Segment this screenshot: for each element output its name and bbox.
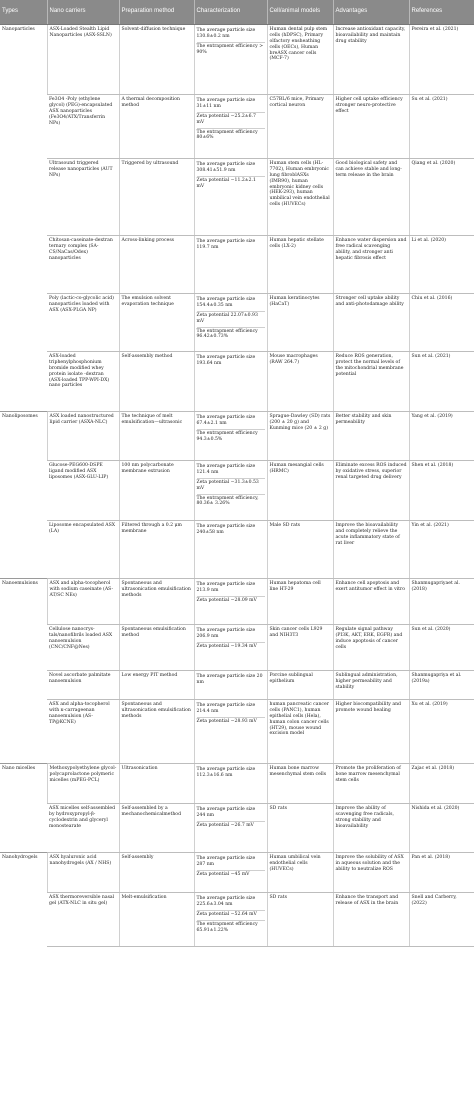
characterization-item: The entrapment efficiency 96.42±0.73%: [196, 328, 258, 340]
characterization-item: The entrapment efficiency, 80.36± 3.26%: [196, 495, 259, 507]
advantages-cell: Better stability and skin permeability: [333, 412, 409, 461]
characterization-item: The average particle size 193.64 nm: [196, 355, 256, 366]
header-preparation-method: Preparation method: [119, 0, 194, 25]
characterization-cell: [194, 25, 267, 95]
reference-cell: Yin et al. (2021): [409, 521, 474, 579]
characterization-item: Zeta potential −28.93 mV: [196, 718, 257, 724]
preparation-method-cell: The technique of melt emulsification—ultrasonic: [119, 412, 194, 461]
characterization-item: The average particle size 119.7 nm: [196, 239, 256, 250]
advantages-cell: Reduce ROS generation, protect the normal levels of the mitochondrial membrane potential: [333, 352, 409, 412]
cell-animal-model-cell: SD rats: [267, 804, 333, 853]
preparation-method-cell: The emulsion solvent evaporation technique: [119, 294, 194, 352]
nano-carrier-cell: ASX-loaded triphenylphosphonium bromide modified whey protein isolate -dextran (ASX-loaded TPP-WPI-DX) nano particles: [47, 352, 119, 412]
characterization-cell: [194, 521, 267, 579]
reference-cell: Pan et al. (2018): [409, 853, 474, 893]
characterization-item: Zeta potential −45 mV: [196, 871, 250, 877]
nano-carrier-cell: Cellulose nanocrys-tals/nanofibrils loaded ASX nanoemulsion (CNC/CNF@Nes): [47, 625, 119, 671]
reference-cell: Chiu et al. (2016): [409, 294, 474, 352]
nano-carrier-cell: ASX thermoreversible nasal gel (ATX-NLC in situ gel): [47, 893, 119, 947]
characterization-item: The average particle size 31±11 nm: [197, 97, 265, 113]
cell-animal-model-cell: Human bone marrow mesenchymal stem cells: [267, 764, 333, 804]
characterization-item: The average particle size 240±58 nm: [196, 524, 256, 535]
nano-carrier-cell: Glucose-PEG600-DSPE ligand modified ASX liposomes (ASX-GLU-LIP): [47, 461, 119, 521]
preparation-method-cell: Spontaneous and ultrasonication emulsification methods: [119, 579, 194, 625]
characterization-item: The average particle size 206.9 nm: [197, 627, 265, 643]
nano-carrier-cell: ASX hyaluronic acid nanohydrogels (AX / NHS): [47, 853, 119, 893]
preparation-method-cell: Self-assembly: [119, 853, 194, 893]
nano-carrier-cell: Poly (lactic-co-glycolic acid) nanoparticles loaded with ASX (ASX-PLGA NP): [47, 294, 119, 352]
table-row: [0, 579, 474, 625]
characterization-item: The average particle size 244 nm: [197, 806, 265, 822]
preparation-method-cell: Ultrasonication: [119, 764, 194, 804]
reference-cell: Zajac et al. (2018): [409, 764, 474, 804]
nano-carrier-cell: ASX and alpha-tocopherol with sodium caseinate (AS-AT/SC NEs): [47, 579, 119, 625]
header-characterization: Characterization: [194, 0, 267, 25]
characterization-item: Zeta potential −19.34 mV: [196, 643, 257, 649]
table-row: [0, 236, 474, 294]
characterization-item: The average particle size 67.4±2.1 nm: [197, 414, 265, 430]
advantages-cell: Higher cell uptake efficiency stronger neuro-protective effect: [333, 95, 409, 159]
characterization-item: The average particle size 287 nm: [197, 855, 265, 871]
table-row: [0, 700, 474, 764]
characterization-cell: [194, 625, 267, 671]
reference-cell: Su et al. (2021): [409, 95, 474, 159]
characterization-item: Zeta potential −26.7 mV: [196, 822, 254, 828]
advantages-cell: Improve the solubility of ASX in aqueous solution and the ability to neutralize ROS: [333, 853, 409, 893]
nano-carrier-cell: Novel ascorbate palmitate nanoemulsion: [47, 671, 119, 700]
characterization-cell: [194, 764, 267, 804]
advantages-cell: Sublingual administration, higher permeability and stability: [333, 671, 409, 700]
advantages-cell: Improve the bioavailability and completely relieve the acute inflammatory state of rat liver: [333, 521, 409, 579]
characterization-cell: [194, 804, 267, 853]
reference-cell: Shanmugapriyaet al. (2018): [409, 579, 474, 625]
characterization-item: Zeta potential −52.64 mV: [197, 911, 265, 921]
characterization-cell: [194, 412, 267, 461]
characterization-cell: [194, 671, 267, 700]
reference-cell: Sun et al. (2021): [409, 352, 474, 412]
preparation-method-cell: Across-linking process: [119, 236, 194, 294]
header-advantages: Advantages: [333, 0, 409, 25]
table-row: [0, 461, 474, 521]
table-row: [0, 95, 474, 159]
preparation-method-cell: 100 nm polycarbonate membrane extrusion: [119, 461, 194, 521]
advantages-cell: Promote the proliferation of bone marrow mesenchymal stem cells: [333, 764, 409, 804]
preparation-method-cell: Triggered by ultrasound: [119, 159, 194, 236]
preparation-method-cell: Self-assembly method: [119, 352, 194, 412]
characterization-item: The average particle size 154.4±0.35 nm: [197, 296, 265, 312]
cell-animal-model-cell: Human dental pulp stem cells (hDPSC), Primary olfactory ensheathing cells (OECs), Human breASX cancer cells (MCF-7): [267, 25, 333, 95]
table-row: [0, 671, 474, 700]
nano-carrier-cell: ASX micelles self-assembled by hydroxypropyl-β-cyclodextrin and glyceryl monostearate: [47, 804, 119, 853]
preparation-method-cell: Low energy PIT method: [119, 671, 194, 700]
characterization-cell: [194, 352, 267, 412]
characterization-item: The average particle size 213.9 nm: [197, 581, 265, 597]
type-cell: Nanoliposomes: [0, 412, 47, 579]
advantages-cell: Increase antioxidant capacity, bioavailability and maintain drug stability: [333, 25, 409, 95]
characterization-item: The entrapment efficiency 65.91±1.22%: [196, 921, 258, 933]
table-row: [0, 352, 474, 412]
advantages-cell: Eliminate excess ROS induced by oxidative stress, superior renal targeted drug delivery: [333, 461, 409, 521]
preparation-method-cell: Solvent-diffusion technique: [119, 25, 194, 95]
characterization-item: Zeta potential −25.2±6.7 mV: [197, 113, 265, 129]
table-row: [0, 294, 474, 352]
characterization-item: Zeta potential −28.09 mV: [196, 597, 257, 603]
cell-animal-model-cell: Human hepatoma cell line HT-29: [267, 579, 333, 625]
type-cell: Nano micelles: [0, 764, 47, 853]
reference-cell: Shanmugapriya et al. (2019a): [409, 671, 474, 700]
characterization-cell: [194, 579, 267, 625]
advantages-cell: Good biological safety and can achieve stable and long-term release in the brain: [333, 159, 409, 236]
characterization-cell: [194, 461, 267, 521]
preparation-method-cell: A thermal decomposition method: [119, 95, 194, 159]
nano-carrier-cell: ASX-Loaded Stealth Lipid Nanoparticles (ASX-SSLN): [47, 25, 119, 95]
header-types: Types: [0, 0, 47, 25]
reference-cell: Yang et al. (2019): [409, 412, 474, 461]
cell-animal-model-cell: SD rats: [267, 893, 333, 947]
characterization-item: Zeta potential −31.3±0.53 mV: [197, 479, 265, 495]
characterization-cell: [194, 236, 267, 294]
characterization-item: The average particle size 308.41±51.9 nm: [197, 161, 265, 177]
advantages-cell: Enhance the transport and release of ASX in the brain: [333, 893, 409, 947]
reference-cell: Snell and Carberry, (2022): [409, 893, 474, 947]
header-references: References: [409, 0, 474, 25]
characterization-item: The average particle size 130.8±0.2 nm: [197, 27, 265, 43]
characterization-item: The average particle size 20 nm: [196, 674, 263, 685]
table-row: [0, 625, 474, 671]
table-row: [0, 804, 474, 853]
nano-carrier-cell: Chitosan-caseinate-dextran ternary complex (SA-CS/NaCas/Odex) nanoparticles: [47, 236, 119, 294]
nano-carrier-cell: ASX loaded nanostructured lipid carrier (ASXA-NLC): [47, 412, 119, 461]
characterization-item: Zeta potential 22.07±0.93 mV: [197, 312, 265, 328]
cell-animal-model-cell: C57BL/6 mice, Primary cortical neuron: [267, 95, 333, 159]
reference-cell: Qiang et al. (2020): [409, 159, 474, 236]
type-cell: Nanoemulsions: [0, 579, 47, 764]
reference-cell: Shen et al. (2018): [409, 461, 474, 521]
table-row: [0, 853, 474, 893]
characterization-item: The average particle size 112.3±16.6 nm: [196, 767, 256, 778]
nano-carrier-cell: Ultrasound triggered release nanoparticles (AUT NPs): [47, 159, 119, 236]
characterization-cell: [194, 853, 267, 893]
characterization-item: The entrapment efficiency > 90%: [196, 43, 264, 55]
advantages-cell: Higher biocompatibility and promote wound healing: [333, 700, 409, 764]
reference-cell: Xu et al. (2019): [409, 700, 474, 764]
preparation-method-cell: Melt-emulsification: [119, 893, 194, 947]
table-row: [0, 764, 474, 804]
cell-animal-model-cell: Human keratinocytes (HaCaT): [267, 294, 333, 352]
cell-animal-model-cell: Human stem cells (HL-7702), Human embryonic lung fibroblASXs (IMR90), human embryonic kidney cells (HEK-293), human umbilical vein endothelial cells (HUVECs): [267, 159, 333, 236]
cell-animal-model-cell: Male SD rats: [267, 521, 333, 579]
characterization-item: The entrapment efficiency 80±6%: [196, 129, 258, 141]
nano-carrier-cell: Methoxypolyethylene glycol-polycaprolactone polymeric micelles (mPEG-PCL): [47, 764, 119, 804]
reference-cell: Nishida et al. (2020): [409, 804, 474, 853]
header-cell-animal-models: Cell/animal models: [267, 0, 333, 25]
cell-animal-model-cell: Skin cancer cells L929 and NIH3T3: [267, 625, 333, 671]
preparation-method-cell: Self-assembled by a mechanochemicalmethod: [119, 804, 194, 853]
characterization-cell: [194, 700, 267, 764]
characterization-cell: [194, 294, 267, 352]
characterization-item: Zeta potential −11.2±2.1 mV: [196, 177, 256, 189]
nano-carrier-cell: ASX and alpha-tocopherol with κ-carrageenan nanoemulsion (AS-TP@KCNE): [47, 700, 119, 764]
nano-carrier-cell: Fe3O4 -Poly (ethylene glycol) (PEG)-encapsulated ASX nanoparticles (Fe3O4/ATX/Transferrin NPs): [47, 95, 119, 159]
cell-animal-model-cell: Sprague-Dawley (SD) rats (200 ± 20 g) and Kunming mice (20 ± 2 g): [267, 412, 333, 461]
characterization-cell: [194, 159, 267, 236]
header-row: [0, 0, 474, 25]
cell-animal-model-cell: Human mesangial cells (HRMC): [267, 461, 333, 521]
table-row: [0, 412, 474, 461]
table-row: [0, 521, 474, 579]
cell-animal-model-cell: Porcine sublingual epithelium: [267, 671, 333, 700]
reference-cell: Li et al. (2020): [409, 236, 474, 294]
cell-animal-model-cell: Human umbilical vein endothelial cells (HUVECs): [267, 853, 333, 893]
table-row: [0, 159, 474, 236]
nano-carrier-cell: Liposome encapsulated ASX (LA): [47, 521, 119, 579]
table-row: [0, 25, 474, 95]
type-cell: Nanoparticles: [0, 25, 47, 412]
reference-cell: Sun et al. (2020): [409, 625, 474, 671]
reference-cell: Pereira et al. (2021): [409, 25, 474, 95]
characterization-item: The entrapment efficiency 94.3±0.5%: [196, 430, 258, 442]
advantages-cell: Regulate signal pathway (PI3K, AKT, ERK, EGFR) and induce apoptosis of cancer cells: [333, 625, 409, 671]
advantages-cell: Enhance water dispersion and free radical scavenging ability, and stronger anti hepatic fibrosis effect: [333, 236, 409, 294]
advantages-cell: Improve the ability of scavenging free radicals, strong stability and bioavailability: [333, 804, 409, 853]
cell-animal-model-cell: Mouse macrophages (RAW 264.7): [267, 352, 333, 412]
advantages-cell: Enhance cell apoptosis and exert antitumor effect in vitro: [333, 579, 409, 625]
table-body: [0, 25, 474, 947]
cell-animal-model-cell: Human hepatic stellate cells (LX-2): [267, 236, 333, 294]
header-nano-carriers: Nano carriers: [47, 0, 119, 25]
table-row: [0, 893, 474, 947]
cell-animal-model-cell: human pancreatic cancer cells (PANC1), human epithelial cells (Hela), human colon cancer cells (HT29), mouse wound excision model: [267, 700, 333, 764]
preparation-method-cell: Filtered through a 0.2 μm membrane: [119, 521, 194, 579]
characterization-item: The average particle size 225.6±3.04 nm: [197, 895, 265, 911]
characterization-cell: [194, 95, 267, 159]
preparation-method-cell: Spontaneous emulsification method: [119, 625, 194, 671]
characterization-item: The average particle size 214.4 nm: [197, 702, 265, 718]
characterization-cell: [194, 893, 267, 947]
characterization-item: The average particle size 121.4 nm: [197, 463, 265, 479]
preparation-method-cell: Spontaneous and ultrasonication emulsification methods: [119, 700, 194, 764]
advantages-cell: Stronger cell uptake ability and anti-photodamage ability: [333, 294, 409, 352]
type-cell: Nanohydrogels: [0, 853, 47, 947]
